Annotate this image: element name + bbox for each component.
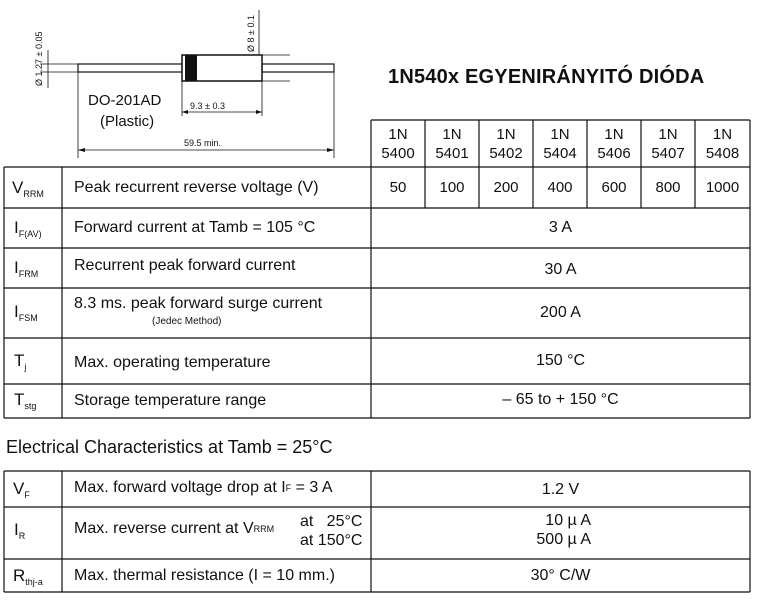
electrical-heading: Electrical Characteristics at Tamb = 25°C xyxy=(6,437,333,457)
value-tj: 150 °C xyxy=(535,352,586,369)
vrrm-value-5402: 200 xyxy=(493,179,519,196)
desc-vf: Max. forward voltage drop at I F = 3 A xyxy=(74,479,333,496)
value-vf: 1.2 V xyxy=(541,481,580,498)
dim-lead-dia: Ø 1.27 ± 0.05 xyxy=(34,31,44,86)
symbol-tstg: $T_{stg}$ xyxy=(14,390,37,411)
vrrm-value-5401: 100 xyxy=(439,179,465,196)
dim-body-len: 9.3 ± 0.3 xyxy=(190,101,225,111)
model-header-5400: 1N 5400 xyxy=(381,126,415,162)
model-header-5402: 1N 5402 xyxy=(489,126,523,162)
value-ifsm: 200 A xyxy=(540,304,581,321)
vrrm-value-5406: 600 xyxy=(601,179,627,196)
dim-total-len: 59.5 min. xyxy=(184,138,222,148)
model-header-5401: 1N 5401 xyxy=(435,126,469,162)
note-jedec: (Jedec Method) xyxy=(152,316,222,327)
desc-tj: Max. operating temperature xyxy=(74,354,271,371)
value-tstg: – 65 to + 150 °C xyxy=(502,391,619,408)
symbol-ifsm: $I_{FSM}$ xyxy=(14,302,38,323)
desc-ifsm: 8.3 ms. peak forward surge current xyxy=(74,295,323,312)
vrrm-value-5407: 800 xyxy=(655,179,681,196)
desc-tstg: Storage temperature range xyxy=(74,392,267,409)
desc-rthja: Max. thermal resistance (I = 10 mm.) xyxy=(74,566,335,584)
value-ifrm: 30 A xyxy=(544,261,577,278)
ir-conditions: at 25°C at 150°C xyxy=(300,513,363,549)
value-rthja: 30° C/W xyxy=(530,566,591,584)
package-name: DO-201AD xyxy=(88,92,162,109)
symbol-ifrm: $I_{FRM}$ xyxy=(14,258,39,279)
symbol-tj: $T_j$ xyxy=(14,351,27,372)
symbol-ir: $I_R$ xyxy=(14,520,26,541)
model-header-5406: 1N 5406 xyxy=(597,126,631,162)
page-title: 1N540x EGYENIRÁNYITÓ DIÓDA xyxy=(388,66,705,88)
vrrm-value-5400: 50 xyxy=(389,179,407,196)
vrrm-value-5408: 1000 xyxy=(705,179,740,196)
package-type: (Plastic) xyxy=(100,113,155,130)
value-ir-25: 10 µ A xyxy=(545,511,591,529)
value-ir-150: 500 µ A xyxy=(536,530,591,548)
desc-ifrm: Recurrent peak forward current xyxy=(74,257,296,274)
desc-ir: Max. reverse current at V RRM xyxy=(74,520,275,537)
model-header-5404: 1N 5404 xyxy=(543,126,577,162)
desc-vrrm: Peak recurrent reverse voltage (V) xyxy=(74,178,319,196)
vrrm-value-5404: 400 xyxy=(547,179,573,196)
symbol-rthja: $R_{thj-a}$ xyxy=(13,566,43,587)
value-ifav: 3 A xyxy=(548,219,573,236)
model-header-5408: 1N 5408 xyxy=(705,126,740,162)
desc-ifav: Forward current at Tamb = 105 °C xyxy=(74,219,316,236)
dim-body-dia: Ø 8 ± 0.1 xyxy=(246,15,256,52)
symbol-ifav: $I_{F(AV)}$ xyxy=(14,218,42,239)
symbol-vf: $V_F$ xyxy=(13,479,30,500)
symbol-vrrm: $V_{RRM}$ xyxy=(12,178,44,199)
model-header-5407: 1N 5407 xyxy=(651,126,685,162)
